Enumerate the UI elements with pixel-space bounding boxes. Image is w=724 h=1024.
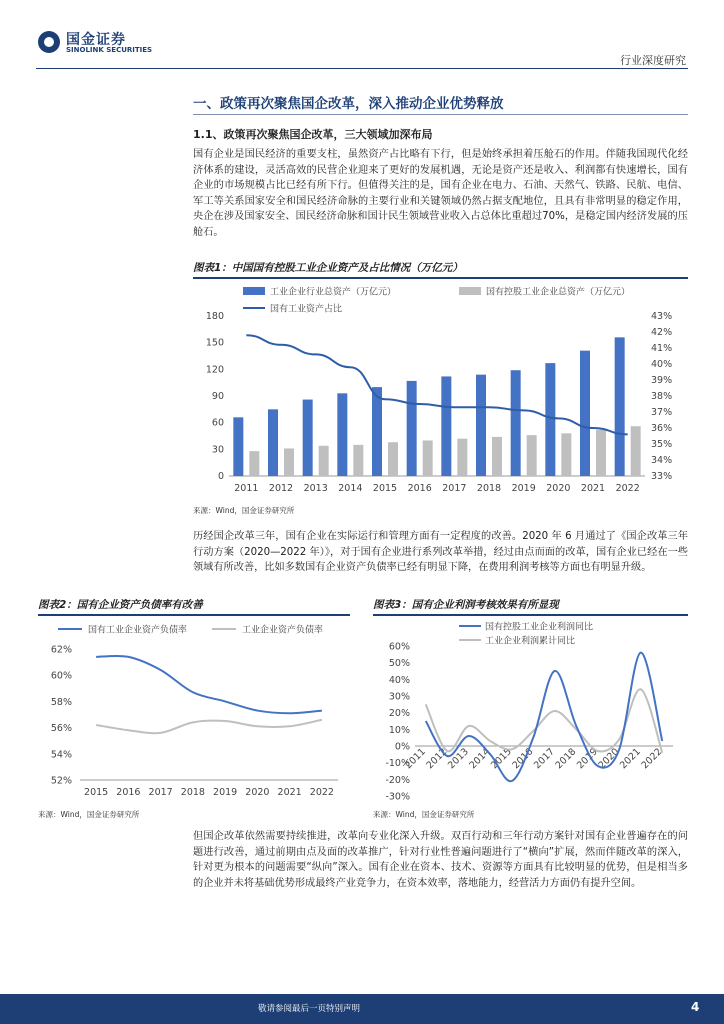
x-tick-label: 2020 <box>546 483 571 494</box>
y-tick-label: 50% <box>388 658 410 670</box>
logo-en: SINOLINK SECURITIES <box>66 46 153 54</box>
bar-1-2019 <box>527 435 537 476</box>
figure-1-title: 图表1：中国国有控股工业企业资产及占比情况（万亿元） <box>193 262 463 274</box>
x-tick-label: 2016 <box>407 483 432 494</box>
paragraph-3: 但国企改革依然需要持续推进，改革向专业化深入升级。双百行动和三年行动方案针对国有企业普遍存在的问题进行改善，通过前期由点及面的改革推广，针对行业性普遍问题进行了“横向”扩展，然而伴随改革的深入，针对更为根本的问题需要“纵向”深入。国有企业在资本、技术、资源等方面具有比较明显的优势，但是相当多的企业并未将基础优势形成最终产业竞争力，在资本效率，落地能力，经营活力方面仍有提升空间。 <box>193 831 688 889</box>
x-tick-label: 2022 <box>639 746 665 772</box>
y-right-tick-label: 43% <box>651 311 673 322</box>
x-tick-label: 2015 <box>84 787 109 798</box>
bar-0-2015 <box>372 387 382 476</box>
section-divider <box>193 114 688 115</box>
y-tick-label: 10% <box>388 724 410 736</box>
x-tick-label: 2022 <box>615 483 640 494</box>
y-right-tick-label: 33% <box>651 471 673 482</box>
page-number: 4 <box>691 1000 700 1014</box>
y-right-tick-label: 39% <box>651 375 673 386</box>
bar-1-2020 <box>561 433 571 476</box>
y-right-tick-label: 35% <box>651 439 673 450</box>
y-right-tick-label: 34% <box>651 455 673 466</box>
bar-1-2017 <box>457 439 467 476</box>
x-tick-label: 2019 <box>511 483 536 494</box>
y-tick-label: 60% <box>388 641 410 653</box>
bar-0-2022 <box>615 337 625 476</box>
x-tick-label: 2018 <box>180 787 205 798</box>
y-tick-label: -20% <box>385 774 410 786</box>
bar-1-2012 <box>284 448 294 476</box>
x-tick-label: 2020 <box>245 787 270 798</box>
figure-1-chart <box>193 281 688 499</box>
y-tick-label: 30% <box>388 691 410 703</box>
logo-cn: 国金证券 <box>66 32 126 48</box>
series-line-0 <box>96 656 322 713</box>
y-tick-label: 20% <box>388 708 410 720</box>
y-left-tick-label: 150 <box>205 337 224 349</box>
x-tick-label: 2019 <box>574 746 600 772</box>
bar-0-2020 <box>545 363 555 476</box>
y-tick-label: 56% <box>50 723 72 735</box>
x-tick-label: 2018 <box>476 483 502 494</box>
y-tick-label: -30% <box>385 791 410 803</box>
figure-3-chart <box>373 616 688 804</box>
y-right-tick-label: 41% <box>651 343 673 354</box>
x-tick-label: 2020 <box>596 746 622 772</box>
bar-0-2021 <box>580 351 590 476</box>
legend-label-2: 国有工业资产占比 <box>270 304 343 315</box>
bar-1-2011 <box>249 451 259 476</box>
legend-label-0: 国有工业企业资产负债率 <box>88 625 188 636</box>
footer-bar <box>0 994 724 1024</box>
x-tick-label: 2012 <box>268 483 294 494</box>
x-tick-label: 2013 <box>445 746 471 772</box>
x-tick-label: 2021 <box>617 746 643 772</box>
y-left-tick-label: 0 <box>217 471 224 482</box>
x-tick-label: 2014 <box>338 483 363 494</box>
bar-1-2018 <box>492 437 502 476</box>
y-tick-label: -10% <box>385 758 410 770</box>
legend-label-1: 工业企业利润累计同比 <box>485 636 576 647</box>
figure-3-title: 图表3：国有企业利润考核效果有所显现 <box>373 599 559 611</box>
header-divider <box>36 68 688 69</box>
figure-2-source: 来源：Wind，国金证券研究所 <box>38 810 140 819</box>
bar-0-2012 <box>268 409 278 476</box>
x-tick-label: 2013 <box>303 483 328 494</box>
paragraph-2: 历经国企改革三年，国有企业在实际运行和管理方面有一定程度的改善。2020 年 6 月通过了《国企改革三年行动方案（2020—2022 年）》，对于国有企业进行系列改革举措，经过由点而面的改革，国有企业已经在一些领域有所改善，比如多数国有企业资产负债率已经有明显下降，在费用利润考核等方面也有明显升级。 <box>193 531 688 574</box>
x-tick-label: 2017 <box>531 746 557 772</box>
footer-disclaimer: 敬请参阅最后一页特别声明 <box>258 1004 361 1014</box>
bar-1-2014 <box>353 445 363 476</box>
figure-1-rule <box>193 277 688 279</box>
bar-1-2013 <box>319 446 329 476</box>
x-tick-label: 2014 <box>467 746 493 772</box>
bar-0-2017 <box>441 376 451 476</box>
bar-1-2021 <box>596 430 606 476</box>
x-tick-label: 2021 <box>580 483 606 494</box>
figure-2-title: 图表2：国有企业资产负债率有改善 <box>38 599 203 611</box>
y-tick-label: 62% <box>50 644 72 656</box>
y-tick-label: 52% <box>50 775 72 787</box>
bar-0-2018 <box>476 375 486 476</box>
x-tick-label: 2011 <box>234 483 259 494</box>
bar-0-2019 <box>511 370 521 476</box>
x-tick-label: 2017 <box>442 483 467 494</box>
x-tick-label: 2022 <box>309 787 334 798</box>
y-left-tick-label: 30 <box>211 444 224 456</box>
y-left-tick-label: 120 <box>205 364 224 376</box>
figure-2-chart <box>38 616 350 804</box>
report-type: 行业深度研究 <box>620 54 686 67</box>
bar-1-2022 <box>631 426 641 476</box>
logo-icon <box>38 31 60 53</box>
x-tick-label: 2015 <box>488 746 514 772</box>
y-right-tick-label: 42% <box>651 327 673 338</box>
subsection-title: 1.1、政策再次聚焦国企改革，三大领域加深布局 <box>193 128 433 141</box>
bar-0-2014 <box>337 393 347 476</box>
x-tick-label: 2018 <box>553 746 579 772</box>
figure-3-source: 来源：Wind，国金证券研究所 <box>373 810 475 819</box>
legend-label-1: 国有控股工业企业总资产（万亿元） <box>486 287 631 298</box>
section-title: 一、政策再次聚焦国企改革，深入推动企业优势释放 <box>193 96 504 112</box>
figure-1-source: 来源：Wind，国金证券研究所 <box>193 506 295 515</box>
bar-1-2016 <box>423 440 433 476</box>
y-left-tick-label: 90 <box>211 391 224 402</box>
x-tick-label: 2011 <box>402 746 428 772</box>
bar-1-2015 <box>388 442 398 476</box>
x-tick-label: 2016 <box>116 787 141 798</box>
legend-label-0: 国有控股工业企业利润同比 <box>485 622 594 633</box>
x-tick-label: 2019 <box>213 787 238 798</box>
x-tick-label: 2015 <box>372 483 398 494</box>
bar-0-2016 <box>407 381 417 476</box>
y-left-tick-label: 60 <box>211 417 224 429</box>
x-tick-label: 2021 <box>277 787 302 798</box>
y-left-tick-label: 180 <box>205 311 224 322</box>
y-tick-label: 60% <box>50 670 72 682</box>
paragraph-1: 国有企业是国民经济的重要支柱，虽然资产占比略有下行，但是始终承担着压舱石的作用。伴随我国现代化经济体系的建设，灵活高效的民营企业迎来了更好的发展机遇，无论是资产还是收入、利润都有快速增长，国有企业的市场规模占比已经有所下行。但值得关注的是，国有企业在电力、石油、天然气、铁路、民航、电信、军工等关系国家安全和国民经济命脉的主要行业和关键领域仍然占据支配地位，且具有非常明显的稳定作用，央企在涉及国家安全、国民经济命脉和国计民生领域营业收入占总体比重超过70%，是稳定国内经济发展的压舱石。 <box>193 149 688 238</box>
bar-0-2013 <box>303 400 313 476</box>
y-tick-label: 54% <box>50 749 72 761</box>
series-line-1 <box>96 720 322 733</box>
x-tick-label: 2016 <box>510 746 536 772</box>
bar-0-2011 <box>233 417 243 476</box>
y-right-tick-label: 37% <box>651 407 673 418</box>
y-tick-label: 58% <box>50 696 72 708</box>
x-tick-label: 2012 <box>424 746 450 772</box>
legend-swatch-1 <box>459 287 481 295</box>
legend-label-0: 工业企业行业总资产（万亿元） <box>270 287 397 298</box>
legend-swatch-0 <box>243 287 265 295</box>
y-right-tick-label: 40% <box>651 359 673 370</box>
y-tick-label: 0% <box>394 741 410 753</box>
legend-label-1: 工业企业资产负债率 <box>242 625 324 636</box>
y-tick-label: 40% <box>388 674 410 686</box>
y-right-tick-label: 36% <box>651 423 673 434</box>
y-right-tick-label: 38% <box>651 391 673 402</box>
x-tick-label: 2017 <box>148 787 173 798</box>
